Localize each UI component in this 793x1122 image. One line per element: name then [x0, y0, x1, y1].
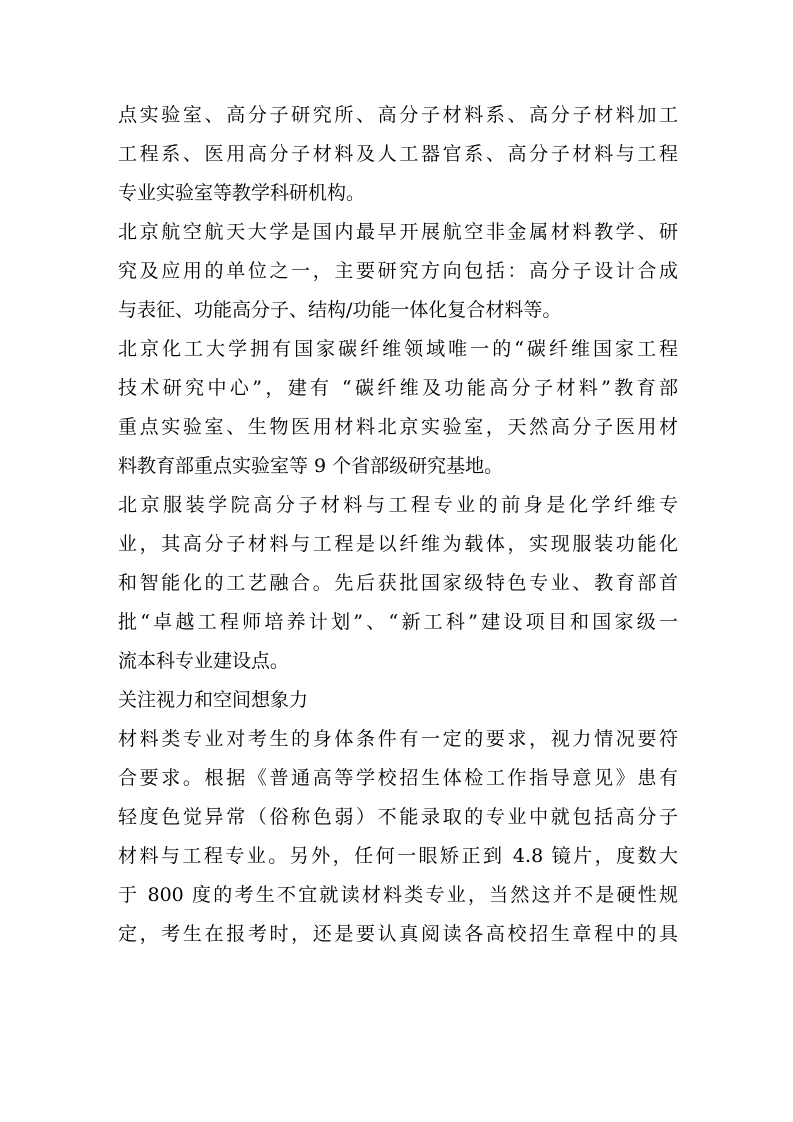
text-line: 轻度色觉异常（俗称色弱）不能录取的专业中就包括高分子 — [118, 806, 678, 828]
text-line: 工程系、医用高分子材料及人工器官系、高分子材料与工程 — [118, 143, 678, 165]
text-line: 业，其高分子材料与工程是以纤维为载体，实现服装功能化 — [118, 533, 678, 555]
text-line: 专业实验室等教学科研机构。 — [118, 182, 366, 204]
text-line: 北京航空航天大学是国内最早开展航空非金属材料教学、研 — [118, 221, 678, 243]
text-line: 料教育部重点实验室等 9 个省部级研究基地。 — [118, 455, 504, 477]
text-line: 与表征、功能高分子、结构/功能一体化复合材料等。 — [118, 299, 562, 321]
text-line: 技术研究中心”，建有 “碳纤维及功能高分子材料”教育部 — [118, 377, 678, 399]
text-line: 合要求。根据《普通高等学校招生体检工作指导意见》患有 — [118, 767, 678, 789]
section-heading: 关注视力和空间想象力 — [118, 689, 309, 711]
text-line: 究及应用的单位之一，主要研究方向包括：高分子设计合成 — [118, 260, 678, 282]
text-line: 重点实验室、生物医用材料北京实验室，天然高分子医用材 — [118, 416, 678, 438]
text-line: 材料类专业对考生的身体条件有一定的要求，视力情况要符 — [118, 728, 678, 750]
text-line: 流本科专业建设点。 — [118, 650, 290, 672]
document-body — [118, 96, 678, 954]
text-line: 定，考生在报考时，还是要认真阅读各高校招生章程中的具 — [118, 923, 678, 945]
text-line: 北京服装学院高分子材料与工程专业的前身是化学纤维专 — [118, 494, 678, 516]
text-line: 批“卓越工程师培养计划”、“新工科”建设项目和国家级一 — [118, 611, 678, 633]
text-line: 和智能化的工艺融合。先后获批国家级特色专业、教育部首 — [118, 572, 678, 594]
text-line: 点实验室、高分子研究所、高分子材料系、高分子材料加工 — [118, 104, 678, 126]
text-line: 材料与工程专业。另外，任何一眼矫正到 4.8 镜片，度数大 — [118, 845, 678, 867]
text-line: 北京化工大学拥有国家碳纤维领域唯一的“碳纤维国家工程 — [118, 338, 678, 360]
text-line: 于 800 度的考生不宜就读材料类专业，当然这并不是硬性规 — [118, 884, 678, 906]
